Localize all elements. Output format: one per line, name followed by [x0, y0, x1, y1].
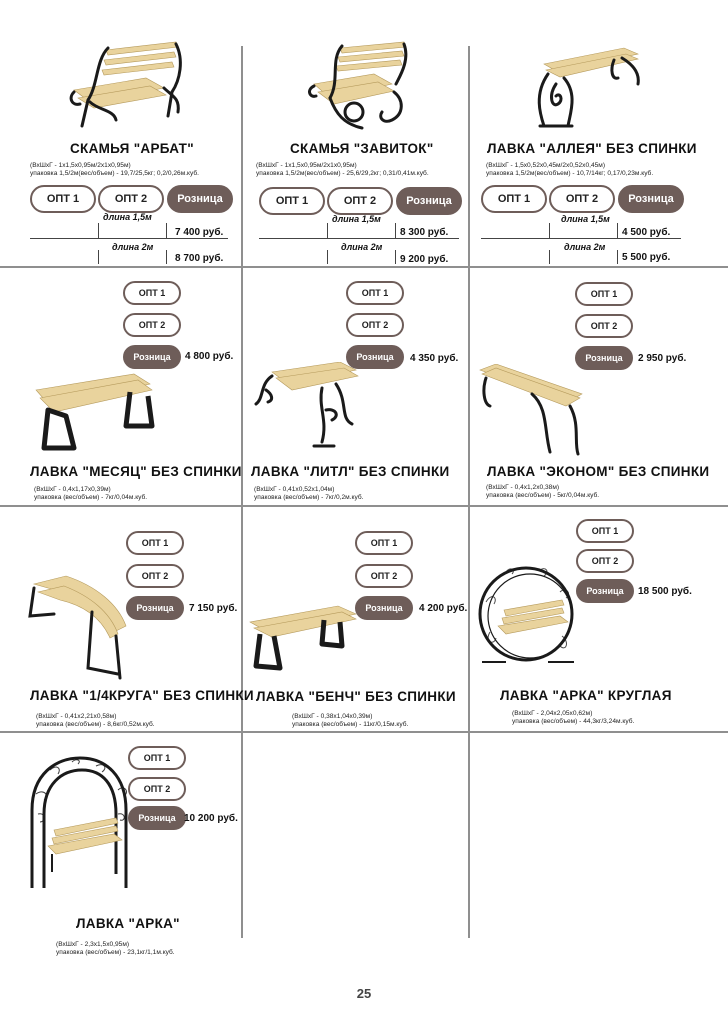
- product-dimensions: (ВхШхГ - 1,5х0,52х0,45м/2х0,52х0,45м): [486, 162, 606, 169]
- retail-button[interactable]: Розница: [167, 185, 233, 213]
- retail-button[interactable]: Розница: [128, 806, 186, 830]
- opt2-button[interactable]: ОПТ 2: [576, 549, 634, 573]
- opt2-button[interactable]: ОПТ 2: [355, 564, 413, 588]
- product-packaging: упаковка 1,5/2м(вес/объем) - 10,7/14кг; 0,17/0,23м.куб.: [486, 170, 654, 177]
- product-packaging: упаковка (вес/объем) - 23,1кг/1,1м.куб.: [56, 949, 175, 956]
- bench-quarter-circle-image: [26, 572, 130, 682]
- opt1-button[interactable]: ОПТ 1: [575, 282, 633, 306]
- length-label: длина 2м: [341, 242, 383, 252]
- price-table-tick: [617, 223, 618, 239]
- opt1-button[interactable]: ОПТ 1: [576, 519, 634, 543]
- column-divider: [241, 46, 243, 938]
- bench-zavitok-image: [300, 40, 412, 132]
- opt1-button[interactable]: ОПТ 1: [126, 531, 184, 555]
- product-packaging: упаковка (вес/объем) - 11кг/0,15м.куб.: [292, 721, 409, 728]
- price-opt: 4 500 руб.: [622, 227, 671, 238]
- retail-button[interactable]: Розница: [618, 185, 684, 213]
- retail-button[interactable]: Розница: [575, 346, 633, 370]
- product-dimensions: (ВхШхГ - 1х1,5х0,95м/2х1х0,95м): [30, 162, 131, 169]
- price-opt: 7 400 руб.: [175, 227, 224, 238]
- price-retail: 18 500 руб.: [638, 586, 692, 597]
- opt1-button[interactable]: ОПТ 1: [346, 281, 404, 305]
- opt1-button[interactable]: ОПТ 1: [128, 746, 186, 770]
- product-packaging: упаковка (вес/объем) - 7кг/0,2м.куб.: [254, 494, 364, 501]
- bench-ekonom-image: [478, 364, 588, 456]
- price-retail: 7 150 руб.: [189, 603, 238, 614]
- product-title: ЛАВКА "АЛЛЕЯ" БЕЗ СПИНКИ: [487, 141, 697, 156]
- product-title: СКАМЬЯ "АРБАТ": [70, 141, 194, 156]
- opt2-button[interactable]: ОПТ 2: [346, 313, 404, 337]
- product-packaging: упаковка (вес/объем) - 44,3кг/3,24м.куб.: [512, 718, 635, 725]
- price-table-tick: [327, 223, 328, 239]
- price-table-tick: [617, 250, 618, 264]
- retail-button[interactable]: Розница: [355, 596, 413, 620]
- opt1-button[interactable]: ОПТ 1: [355, 531, 413, 555]
- opt1-button[interactable]: ОПТ 1: [30, 185, 96, 213]
- retail-button[interactable]: Розница: [126, 596, 184, 620]
- opt1-button[interactable]: ОПТ 1: [481, 185, 547, 213]
- bench-litl-image: [252, 362, 362, 452]
- price-retail: 9 200 руб.: [400, 254, 449, 265]
- opt2-button[interactable]: ОПТ 2: [549, 185, 615, 213]
- opt1-button[interactable]: ОПТ 1: [123, 281, 181, 305]
- product-dimensions: (ВхШхГ - 0,41х2,21х0,58м): [36, 713, 117, 720]
- row-divider: [0, 731, 728, 733]
- product-title: ЛАВКА "ЭКОНОМ" БЕЗ СПИНКИ: [487, 464, 710, 479]
- product-packaging: упаковка (вес/объем) - 8,6кг/0,52м.куб.: [36, 721, 155, 728]
- product-packaging: упаковка 1,5/2м(вес/объем) - 19,7/25,5кг; 0,2/0,26м.куб.: [30, 170, 200, 177]
- opt2-button[interactable]: ОПТ 2: [128, 777, 186, 801]
- row-divider: [0, 505, 728, 507]
- price-table-line: [481, 238, 681, 239]
- row-divider: [0, 266, 728, 268]
- retail-button[interactable]: Розница: [576, 579, 634, 603]
- opt2-button[interactable]: ОПТ 2: [126, 564, 184, 588]
- price-table-tick: [395, 250, 396, 264]
- price-retail: 4 350 руб.: [410, 353, 459, 364]
- price-table-tick: [549, 223, 550, 239]
- bench-mesyats-image: [30, 368, 160, 460]
- length-label: длина 1,5м: [332, 214, 381, 224]
- product-dimensions: (ВхШхГ - 2,04х2,05х0,62м): [512, 710, 593, 717]
- price-table-tick: [166, 223, 167, 239]
- product-dimensions: (ВхШхГ - 0,41х0,52х1,04м): [254, 486, 335, 493]
- bench-arka-round-image: [476, 562, 580, 672]
- price-table-line: [259, 238, 459, 239]
- price-retail: 8 700 руб.: [175, 253, 224, 264]
- price-retail: 4 200 руб.: [419, 603, 468, 614]
- length-label: длина 1,5м: [561, 214, 610, 224]
- retail-button[interactable]: Розница: [123, 345, 181, 369]
- opt1-button[interactable]: ОПТ 1: [259, 187, 325, 215]
- product-dimensions: (ВхШхГ - 0,4х1,17х0,39м): [34, 486, 111, 493]
- price-retail: 2 950 руб.: [638, 353, 687, 364]
- price-table-line: [30, 238, 228, 239]
- price-opt: 8 300 руб.: [400, 227, 449, 238]
- product-dimensions: (ВхШхГ - 1х1,5х0,95м/2х1х0,95м): [256, 162, 357, 169]
- product-packaging: упаковка (вес/объем) - 7кг/0,04м.куб.: [34, 494, 148, 501]
- product-dimensions: (ВхШхГ - 0,4х1,2х0,38м): [486, 484, 560, 491]
- product-title: ЛАВКА "ЛИТЛ" БЕЗ СПИНКИ: [251, 464, 450, 479]
- bench-arbat-image: [68, 40, 188, 128]
- bench-bench-image: [246, 604, 358, 674]
- product-title: ЛАВКА "АРКА": [76, 916, 180, 931]
- price-retail: 10 200 руб.: [184, 813, 238, 824]
- product-title: СКАМЬЯ "ЗАВИТОК": [290, 141, 434, 156]
- retail-button[interactable]: Розница: [396, 187, 462, 215]
- opt2-button[interactable]: ОПТ 2: [98, 185, 164, 213]
- product-dimensions: (ВхШхГ - 0,38х1,04х0,39м): [292, 713, 373, 720]
- page-number: 25: [356, 986, 372, 1001]
- price-table-tick: [549, 250, 550, 264]
- length-label: длина 1,5м: [103, 212, 152, 222]
- product-packaging: упаковка 1,5/2м(вес/объем) - 25,6/29,2кг; 0,31/0,41м.куб.: [256, 170, 429, 177]
- product-title: ЛАВКА "АРКА" КРУГЛАЯ: [500, 688, 672, 703]
- retail-button[interactable]: Розница: [346, 345, 404, 369]
- price-retail: 5 500 руб.: [622, 252, 671, 263]
- opt2-button[interactable]: ОПТ 2: [327, 187, 393, 215]
- column-divider: [468, 46, 470, 938]
- price-table-tick: [395, 223, 396, 239]
- product-dimensions: (ВхШхГ - 2,3х1,5х0,95м): [56, 941, 130, 948]
- product-title: ЛАВКА "МЕСЯЦ" БЕЗ СПИНКИ: [30, 464, 242, 479]
- opt2-button[interactable]: ОПТ 2: [575, 314, 633, 338]
- length-label: длина 2м: [564, 242, 606, 252]
- bench-alleya-image: [534, 44, 644, 130]
- bench-arka-image: [26, 754, 134, 892]
- product-title: ЛАВКА "БЕНЧ" БЕЗ СПИНКИ: [256, 689, 456, 704]
- price-table-tick: [166, 250, 167, 264]
- product-title: ЛАВКА "1/4КРУГА" БЕЗ СПИНКИ: [30, 688, 254, 703]
- length-label: длина 2м: [112, 242, 154, 252]
- opt2-button[interactable]: ОПТ 2: [123, 313, 181, 337]
- product-packaging: упаковка (вес/объем) - 5кг/0,04м.куб.: [486, 492, 600, 499]
- price-retail: 4 800 руб.: [185, 351, 234, 362]
- price-table-tick: [327, 250, 328, 264]
- price-table-tick: [98, 223, 99, 239]
- price-table-tick: [98, 250, 99, 264]
